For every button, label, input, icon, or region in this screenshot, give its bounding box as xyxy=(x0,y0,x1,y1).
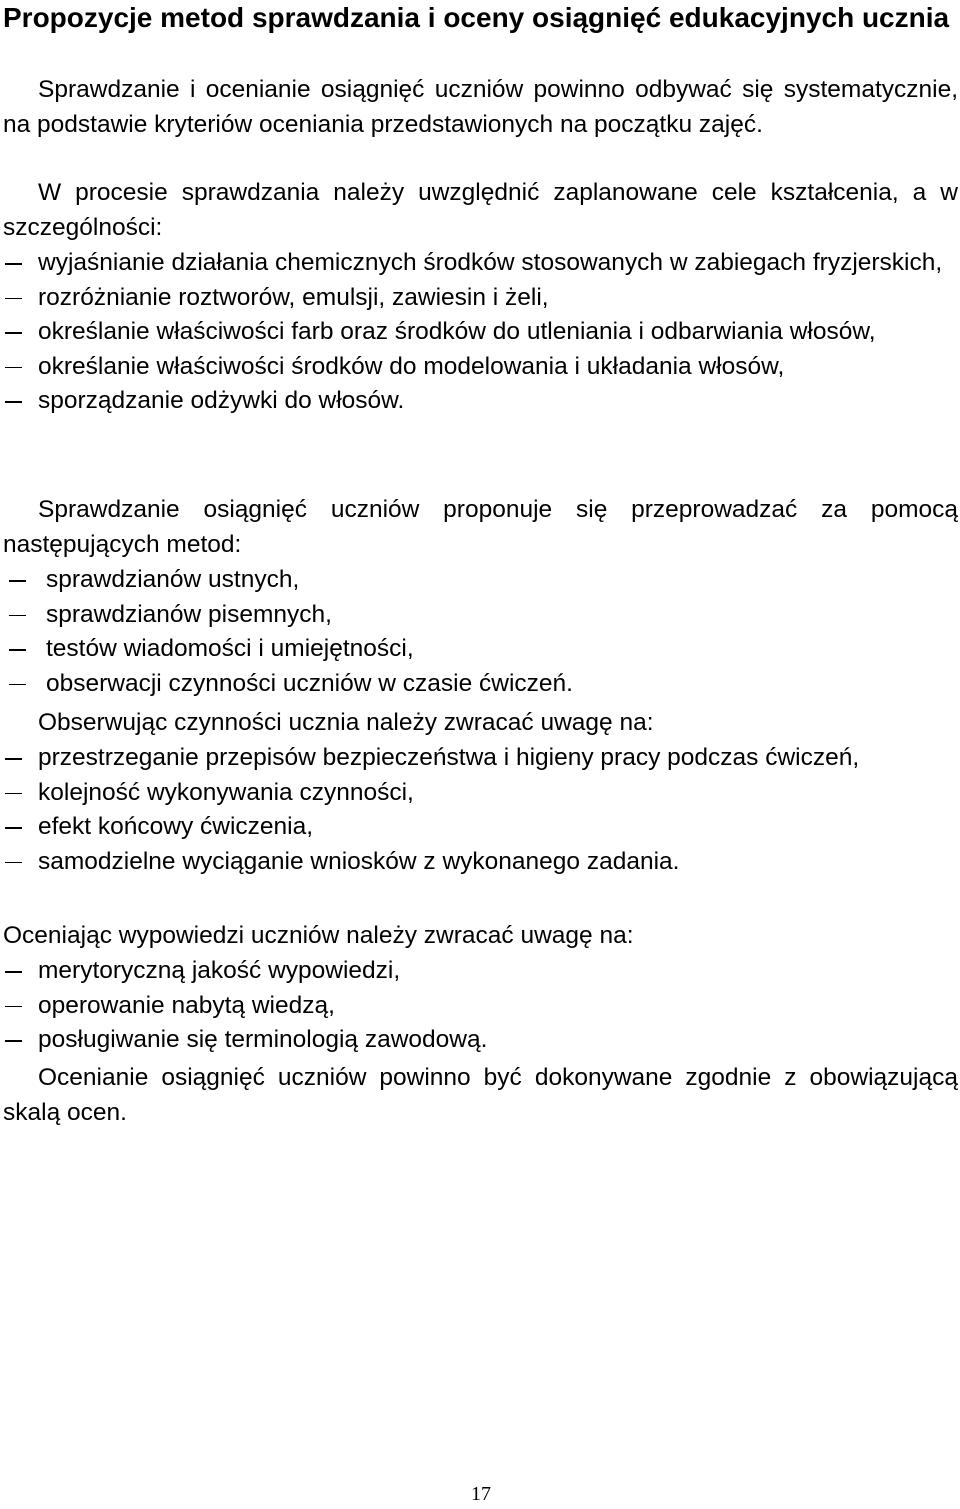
list-item xyxy=(3,810,958,845)
dash-bullet-icon xyxy=(5,263,22,265)
page-title: Propozycje metod sprawdzania i oceny osiągnięć edukacyjnych ucznia xyxy=(3,2,950,33)
dash-bullet-icon xyxy=(9,684,26,686)
list-item-text: samodzielne wyciąganie wniosków z wykonanego zadania. xyxy=(38,847,680,875)
list-item xyxy=(3,563,958,598)
dash-bullet-icon xyxy=(5,1006,22,1008)
list-item-text: sporządzanie odżywki do włosów. xyxy=(38,387,405,414)
dash-bullet-icon xyxy=(5,401,22,403)
dash-bullet-icon xyxy=(5,862,22,864)
dash-bullet-icon xyxy=(5,1040,22,1042)
dash-bullet-icon xyxy=(5,793,22,795)
list-item-text: testów wiadomości i umiejętności, xyxy=(46,635,414,662)
list-item xyxy=(3,598,958,633)
list-item-text: merytoryczną jakość wypowiedzi, xyxy=(38,957,401,984)
list-item-text: sprawdzianów pisemnych, xyxy=(46,600,332,628)
observation-list xyxy=(3,741,958,879)
list-item xyxy=(3,954,958,989)
list-item-text: operowanie nabytą wiedzą, xyxy=(38,991,335,1019)
list-item xyxy=(3,384,958,419)
list-item-text: efekt końcowy ćwiczenia, xyxy=(38,813,314,840)
list-item-text: kolejność wykonywania czynności, xyxy=(38,778,414,806)
list-item xyxy=(3,1023,958,1058)
oral-list xyxy=(3,954,958,1058)
dash-bullet-icon xyxy=(9,615,26,617)
dash-bullet-icon xyxy=(5,367,22,369)
list-item xyxy=(3,281,958,316)
list-item-text: rozróżnianie roztworów, emulsji, zawiesin i żeli, xyxy=(38,283,549,311)
methods-list xyxy=(3,563,958,701)
intro-paragraph-1: Sprawdzanie i ocenianie osiągnięć uczniów powinno odbywać się systematycznie, na podstawie kryteriów oceniania przedstawionych na początku zajęć. xyxy=(3,76,958,138)
list-item xyxy=(3,667,958,702)
list-item xyxy=(3,776,958,811)
observation-intro: Obserwując czynności ucznia należy zwracać uwagę na: xyxy=(38,709,654,736)
dash-bullet-icon xyxy=(5,971,22,973)
list-item xyxy=(3,845,958,880)
list-item-text: określanie właściwości środków do modelowania i układania włosów, xyxy=(38,352,785,380)
list-item xyxy=(3,632,958,667)
list-item xyxy=(3,741,958,776)
dash-bullet-icon xyxy=(5,332,22,334)
page-number: 17 xyxy=(471,1483,491,1505)
dash-bullet-icon xyxy=(9,580,26,582)
dash-bullet-icon xyxy=(5,827,22,829)
list-item-text: obserwacji czynności uczniów w czasie ćwiczeń. xyxy=(46,669,573,697)
goals-list xyxy=(3,246,958,419)
intro-paragraph-2: W procesie sprawdzania należy uwzględnić zaplanowane cele kształcenia, a w szczególności: xyxy=(3,179,958,241)
list-item-text: sprawdzianów ustnych, xyxy=(46,566,300,593)
list-item xyxy=(3,246,958,281)
oral-intro: Oceniając wypowiedzi uczniów należy zwracać uwagę na: xyxy=(3,922,634,949)
list-item-text: wyjaśnianie działania chemicznych środków stosowanych w zabiegach fryzjerskich, xyxy=(38,249,943,276)
closing-paragraph: Ocenianie osiągnięć uczniów powinno być dokonywane zgodnie z obowiązującą skalą ocen. xyxy=(3,1064,958,1126)
list-item-text: określanie właściwości farb oraz środków do utleniania i odbarwiania włosów, xyxy=(38,318,876,345)
dash-bullet-icon xyxy=(5,758,22,760)
list-item-text: przestrzeganie przepisów bezpieczeństwa i higieny pracy podczas ćwiczeń, xyxy=(38,744,860,771)
methods-intro: Sprawdzanie osiągnięć uczniów proponuje się przeprowadzać za pomocą następujących metod: xyxy=(3,496,958,558)
list-item xyxy=(3,350,958,385)
list-item xyxy=(3,315,958,350)
list-item xyxy=(3,989,958,1024)
dash-bullet-icon xyxy=(5,298,22,300)
dash-bullet-icon xyxy=(9,649,26,651)
list-item-text: posługiwanie się terminologią zawodową. xyxy=(38,1026,488,1053)
